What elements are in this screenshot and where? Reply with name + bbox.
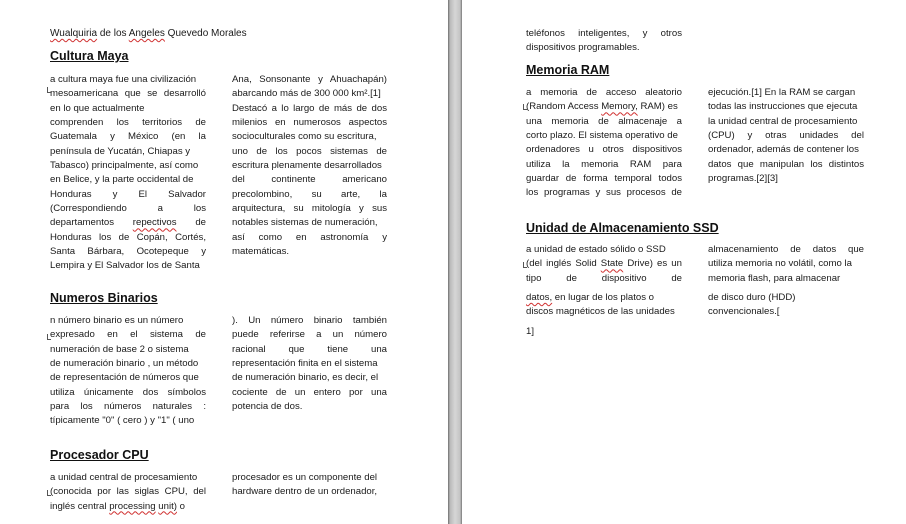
drop-cap-marker xyxy=(47,490,51,496)
text-line: matemáticas. xyxy=(232,246,290,258)
text-line: en lo que actualmente xyxy=(50,102,145,114)
text-line: uno de los pocos sistemas de xyxy=(232,145,387,157)
text-line: n número binario es un número xyxy=(50,315,184,326)
numeros-binarios-column-1 xyxy=(50,314,206,429)
text-line: expresado en el sistema de xyxy=(50,329,206,341)
text-line: península de Yucatán, Chiapas y xyxy=(50,145,191,157)
text-line: arquitectura, su mitología y sus xyxy=(232,203,387,215)
text-line: la unidad central de procesamiento xyxy=(708,115,858,127)
drop-cap-marker xyxy=(47,334,51,340)
memoria-ram-column-1 xyxy=(526,86,682,201)
text-line: racional que tiene una xyxy=(232,343,387,355)
document-page-right xyxy=(462,0,906,524)
heading-numeros-binarios: Numeros Binarios xyxy=(50,291,158,305)
drop-cap-marker xyxy=(523,104,527,110)
ssd-column-2 xyxy=(708,243,864,286)
text-line: a unidad central de procesamiento xyxy=(50,472,198,483)
heading-memoria-ram: Memoria RAM xyxy=(526,63,610,77)
continuation-text xyxy=(526,27,682,56)
text-line: dispositivos programables. xyxy=(526,42,640,54)
text-line: (Random Access Memory, RAM) es xyxy=(526,101,678,113)
text-line: del continente americano xyxy=(232,174,387,186)
text-line: Honduras los de Copán, Cortés, xyxy=(50,231,206,243)
heading-cultura-maya: Cultura Maya xyxy=(50,49,129,63)
text-line: utiliza la memoria RAM para xyxy=(526,158,682,170)
text-line: programas.[2][3] xyxy=(708,173,778,185)
document-page-left xyxy=(0,0,448,524)
text-line: a unidad de estado sólido o SSD xyxy=(526,244,666,255)
ssd-column-1-continued xyxy=(526,291,682,320)
text-line: socioculturales como su escritura, xyxy=(232,131,377,143)
text-line: teléfonos inteligentes, y otros xyxy=(526,28,682,39)
text-line: procesador es un componente del xyxy=(232,472,378,483)
text-line: utiliza únicamente dos símbolos xyxy=(50,386,206,398)
cultura-maya-column-2 xyxy=(232,73,387,259)
text-line: (Correspondiendo a los xyxy=(50,203,206,215)
text-line: típicamente "0" ( cero ) y "1" ( uno xyxy=(50,415,195,427)
text-line: potencia de dos. xyxy=(232,401,303,413)
procesador-cpu-column-2 xyxy=(232,471,387,500)
text-line: escritura plenamente desarrollados xyxy=(232,160,382,172)
text-line: Honduras y El Salvador xyxy=(50,188,206,200)
text-line: puede referirse a un número xyxy=(232,329,387,341)
text-line: (conocida por las siglas CPU, del xyxy=(50,486,206,498)
text-line: Ana, Sonsonante y Ahuachapán) xyxy=(232,74,387,85)
text-line: corto plazo. El sistema operativo de xyxy=(526,130,678,142)
text-line: numeración de base 2 o sistema xyxy=(50,343,189,355)
heading-procesador-cpu: Procesador CPU xyxy=(50,448,149,462)
text-line: ). Un número binario también xyxy=(232,315,387,326)
numeros-binarios-column-2 xyxy=(232,314,387,414)
text-line: inglés central processing unit) o xyxy=(50,500,185,512)
procesador-cpu-column-1 xyxy=(50,471,206,514)
text-line: notables sistemas de numeración, xyxy=(232,217,378,229)
text-line: comprenden los territorios de xyxy=(50,117,206,129)
text-line: los programas y sus procesos de xyxy=(526,187,682,199)
text-line: de numeración binario, es decir, el xyxy=(232,372,379,384)
memoria-ram-column-2 xyxy=(708,86,864,186)
text-line: (CPU) y otras unidades del xyxy=(708,130,864,142)
text-line: ordenadores u otros dispositivos xyxy=(526,144,682,156)
ssd-column-2-continued xyxy=(708,291,864,320)
text-line: datos que manipulan los distintos xyxy=(708,158,864,170)
text-line: memoria flash, para almacenar xyxy=(708,272,841,284)
text-line: así como en astronomía y xyxy=(232,231,387,243)
text-line: departamentos repectivos de xyxy=(50,217,206,229)
text-line: representación finita en el sistema xyxy=(232,358,378,370)
text-line: una memoria de almacenaje a xyxy=(526,115,682,127)
text-line: de numeración binario , un método xyxy=(50,358,199,370)
drop-cap-marker xyxy=(523,262,527,268)
text-line: Destacó a lo largo de más de dos xyxy=(232,102,387,114)
text-line: Tabasco) principalmente, así como xyxy=(50,160,199,172)
text-line: (del inglés Solid State Drive) es un xyxy=(526,258,682,270)
text-line: mesoamericana que se desarrolló xyxy=(50,88,206,100)
text-line: cociente de un entero por una xyxy=(232,386,387,398)
ssd-column-1 xyxy=(526,243,682,286)
text-line: guardar de forma temporal todos xyxy=(526,173,682,185)
page-gutter xyxy=(448,0,462,524)
text-line: de disco duro (HDD) xyxy=(708,292,796,303)
text-line: Lempira y El Salvador los de Santa xyxy=(50,260,200,272)
text-line: Guatemala y México (en la xyxy=(50,131,206,143)
text-line: a memoria de acceso aleatorio xyxy=(526,87,682,98)
text-line: para los números naturales : xyxy=(50,401,206,413)
text-line: tipo de dispositivo de xyxy=(526,272,682,284)
text-line: datos, en lugar de los platos o xyxy=(526,292,655,303)
heading-unidad-almacenamiento-ssd: Unidad de Almacenamiento SSD xyxy=(526,221,719,235)
text-line: Santa Bárbara, Ocotepeque y xyxy=(50,246,206,258)
text-line: convencionales.[ xyxy=(708,306,780,318)
text-line: almacenamiento de datos que xyxy=(708,244,864,255)
text-line: precolombino, su arte, la xyxy=(232,188,387,200)
text-line: milenios en numerosos aspectos xyxy=(232,117,387,129)
text-line: utiliza memoria no volátil, como la xyxy=(708,258,852,270)
text-line: abarcando más de 300 000 km².[1] xyxy=(232,88,381,100)
drop-cap-marker xyxy=(47,87,51,93)
text-line: ordenador, además de contener los xyxy=(708,144,859,156)
text-line: de representación de números que xyxy=(50,372,199,384)
text-line: todas las instrucciones que ejecuta xyxy=(708,101,858,113)
text-line: hardware dentro de un ordenador, xyxy=(232,486,378,498)
text-line: discos magnéticos de las unidades xyxy=(526,306,675,318)
cultura-maya-column-1 xyxy=(50,73,206,274)
text-line: ejecución.[1] En la RAM se cargan xyxy=(708,87,856,98)
text-line: a cultura maya fue una civilización xyxy=(50,74,197,85)
ssd-footnote-tail: 1] xyxy=(526,326,535,337)
author-name: Wualquiria de los Angeles Quevedo Morales xyxy=(50,28,247,39)
text-line: en Belice, y la parte occidental de xyxy=(50,174,194,186)
